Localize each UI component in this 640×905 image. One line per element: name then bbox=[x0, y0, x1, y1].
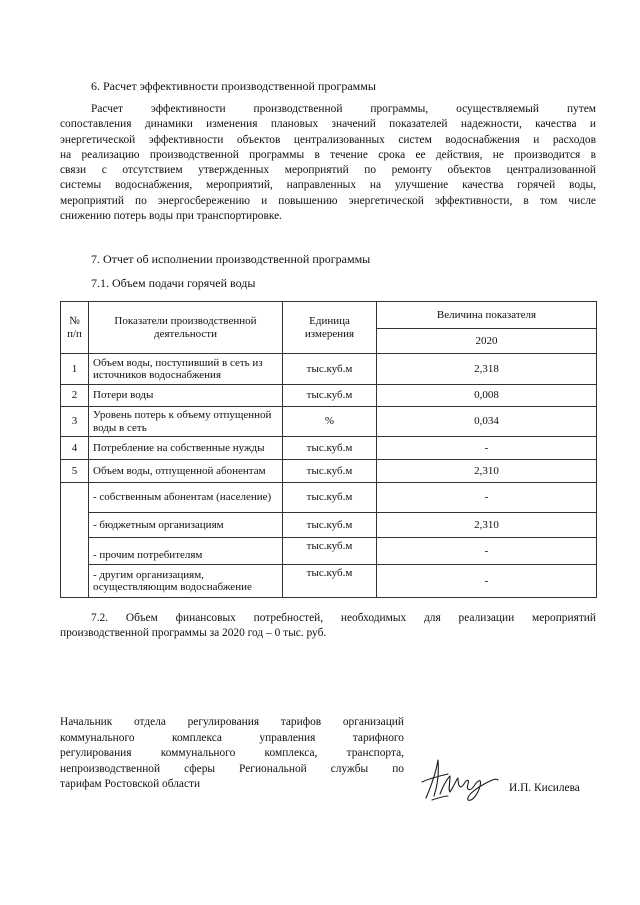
row-unit: тыс.куб.м bbox=[283, 437, 377, 460]
header-value: Величина показателя bbox=[377, 302, 597, 329]
table-row bbox=[61, 407, 597, 437]
paragraph-line: мероприятий по энергосбережению и повышению энергетической эффективности, в том числе bbox=[60, 194, 596, 207]
row-name: Объем воды, отпущенной абонентам bbox=[89, 460, 283, 483]
paragraph-line: связи с отсутствием утвержденных мероприятий по ремонту объектов централизованной bbox=[60, 164, 596, 177]
table-row bbox=[61, 513, 597, 538]
table-row bbox=[61, 437, 597, 460]
row-unit: тыс.куб.м bbox=[283, 385, 377, 407]
row-num-empty bbox=[61, 483, 89, 598]
header-num: № п/п bbox=[61, 302, 89, 354]
paragraph-line: системы водоснабжения, мероприятий, направленных на улучшение качества горячей воды, bbox=[60, 179, 596, 192]
section-7-2-paragraph bbox=[60, 611, 596, 642]
signatory-position bbox=[60, 715, 404, 793]
row-value: 2,310 bbox=[377, 513, 597, 538]
paragraph-line: сопоставления динамики изменения плановых значений показателей надежности, качества и bbox=[60, 118, 596, 131]
row-num: 4 bbox=[61, 437, 89, 460]
handwritten-signature bbox=[418, 754, 500, 806]
row-num: 3 bbox=[61, 407, 89, 437]
row-value: 2,310 bbox=[377, 460, 597, 483]
row-name: Уровень потерь к объему отпущенной воды в сеть bbox=[89, 407, 283, 437]
header-year: 2020 bbox=[377, 329, 597, 354]
table-row bbox=[61, 385, 597, 407]
hot-water-supply-table bbox=[60, 301, 597, 598]
paragraph-line: на реализацию производственной программы в течение срока ее действия, не производится в bbox=[60, 148, 596, 161]
position-line: коммунального комплекса управления тарифного bbox=[60, 731, 404, 744]
table-row bbox=[61, 460, 597, 483]
paragraph-line: энергетической эффективности объектов централизованных систем водоснабжения и расходов bbox=[60, 133, 596, 146]
row-value: 2,318 bbox=[377, 354, 597, 385]
row-name: - другим организациям, осуществляющим водоснабжение bbox=[89, 565, 283, 598]
paragraph-line: снижению потерь воды при транспортировке. bbox=[60, 210, 283, 223]
header-unit: Единица измерения bbox=[283, 302, 377, 354]
row-value: - bbox=[377, 483, 597, 513]
row-value: - bbox=[377, 565, 597, 598]
position-line: непроизводственной сферы Региональной службы по bbox=[60, 762, 404, 775]
position-line: тарифам Ростовской области bbox=[60, 778, 201, 790]
row-value: - bbox=[377, 437, 597, 460]
row-name: Потребление на собственные нужды bbox=[89, 437, 283, 460]
paragraph-line: 7.2. Объем финансовых потребностей, необходимых для реализации мероприятий bbox=[91, 612, 596, 624]
table-row bbox=[61, 538, 597, 565]
paragraph-line: Расчет эффективности производственной программы, осуществляемый путем bbox=[91, 103, 596, 115]
row-name: - бюджетным организациям bbox=[89, 513, 283, 538]
paragraph-line: производственной программы за 2020 год – 0 тыс. руб. bbox=[60, 627, 327, 640]
row-unit: тыс.куб.м bbox=[283, 538, 377, 565]
section-6-heading: 6. Расчет эффективности производственной программы bbox=[91, 79, 376, 93]
section-7-heading: 7. Отчет об исполнении производственной программы bbox=[91, 252, 371, 266]
signatory-name: И.П. Кисилева bbox=[509, 782, 580, 794]
table-row bbox=[61, 483, 597, 513]
row-unit: тыс.куб.м bbox=[283, 513, 377, 538]
row-num: 2 bbox=[61, 385, 89, 407]
section-7-1-heading: 7.1. Объем подачи горячей воды bbox=[91, 276, 256, 290]
row-value: - bbox=[377, 538, 597, 565]
row-num: 5 bbox=[61, 460, 89, 483]
row-unit: тыс.куб.м bbox=[283, 483, 377, 513]
row-name: Объем воды, поступивший в сеть из источников водоснабжения bbox=[89, 354, 283, 385]
row-name: - прочим потребителям bbox=[89, 538, 283, 565]
table-row bbox=[61, 565, 597, 598]
row-unit: % bbox=[283, 407, 377, 437]
section-6-paragraph bbox=[60, 102, 596, 224]
row-num: 1 bbox=[61, 354, 89, 385]
position-line: Начальник отдела регулирования тарифов организаций bbox=[60, 716, 404, 728]
row-value: 0,008 bbox=[377, 385, 597, 407]
row-name: Потери воды bbox=[89, 385, 283, 407]
table-row bbox=[61, 354, 597, 385]
row-value: 0,034 bbox=[377, 407, 597, 437]
row-unit: тыс.куб.м bbox=[283, 354, 377, 385]
header-indicator: Показатели производственной деятельности bbox=[89, 302, 283, 354]
row-name: - собственным абонентам (население) bbox=[89, 483, 283, 513]
row-unit: тыс.куб.м bbox=[283, 460, 377, 483]
row-unit: тыс.куб.м bbox=[283, 565, 377, 598]
position-line: регулирования коммунального комплекса, транспорта, bbox=[60, 747, 404, 759]
